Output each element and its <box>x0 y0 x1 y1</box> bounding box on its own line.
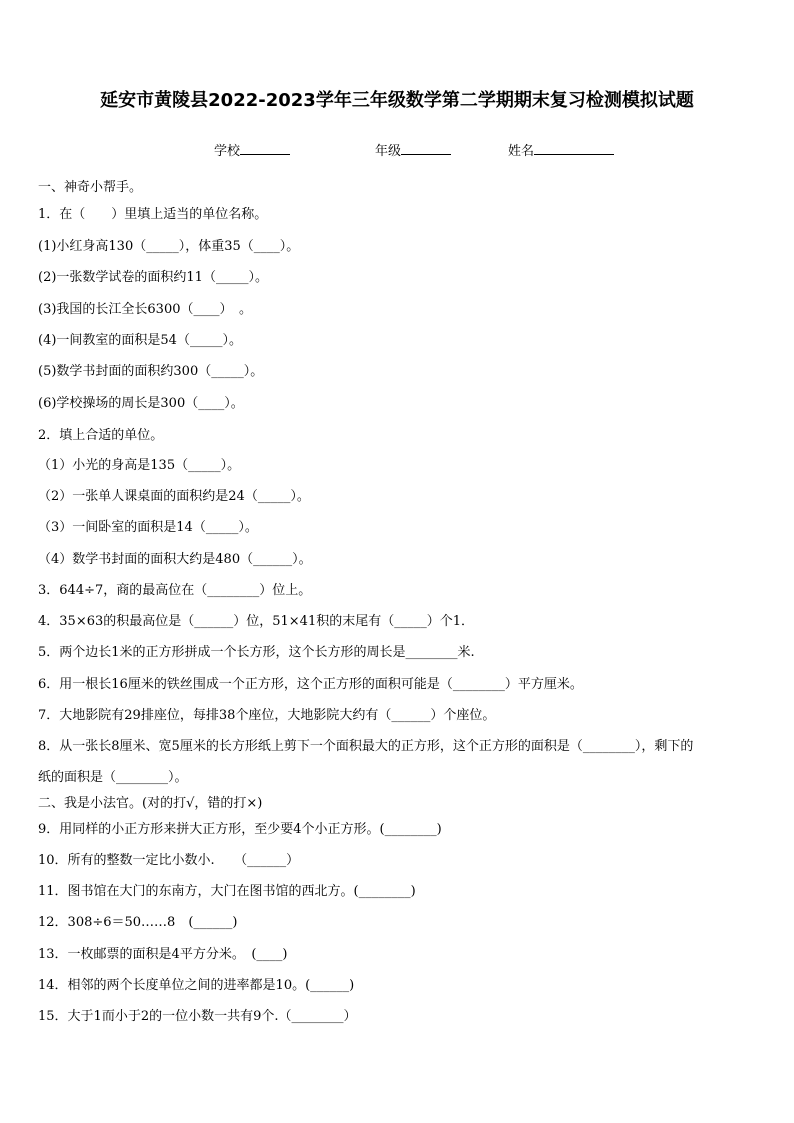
question-7: 7．大地影院有29排座位，每排38个座位，大地影院大约有（______）个座位。 <box>38 708 496 723</box>
question-1-part-1: (1)小红身高130（_____），体重35（____）。 <box>38 239 300 254</box>
question-1-part-3: (3)我国的长江全长6300（____） 。 <box>38 302 252 317</box>
school-field <box>214 140 290 159</box>
question-5: 5．两个边长1米的正方形拼成一个长方形，这个长方形的周长是________米. <box>38 645 475 660</box>
question-2-part-2: （2）一张单人课桌面的面积约是24（_____）。 <box>38 489 310 504</box>
question-1: 1．在（ ）里填上适当的单位名称。 <box>38 207 268 222</box>
question-11: 11．图书馆在大门的东南方，大门在图书馆的西北方。(________) <box>38 884 416 899</box>
question-1-part-4: (4)一间教室的面积是54（_____）。 <box>38 333 242 348</box>
question-2-part-3: （3）一间卧室的面积是14（_____）。 <box>38 520 258 535</box>
question-14: 14．相邻的两个长度单位之间的进率都是10。(______) <box>38 978 355 993</box>
question-1-part-6: (6)学校操场的周长是300（____）。 <box>38 396 244 411</box>
grade-blank <box>401 142 451 155</box>
question-2-part-1: （1）小光的身高是135（_____）。 <box>38 458 241 473</box>
question-1-part-5: (5)数学书封面的面积约300（_____）。 <box>38 364 264 379</box>
question-2: 2．填上合适的单位。 <box>38 428 164 443</box>
question-8-line-1: 8．从一张长8厘米、宽5厘米的长方形纸上剪下一个面积最大的正方形，这个正方形的面积是（________），剩下的 <box>38 739 694 754</box>
question-8-line-2: 纸的面积是（________）。 <box>38 770 188 785</box>
question-1-part-2: (2)一张数学试卷的面积约11（_____）。 <box>38 270 268 285</box>
section-2-heading: 二、我是小法官。(对的打√，错的打×) <box>38 796 263 811</box>
question-10: 10．所有的整数一定比小数小. （______） <box>38 853 300 868</box>
question-15: 15．大于1而小于2的一位小数一共有9个.（________） <box>38 1009 357 1024</box>
question-13: 13．一枚邮票的面积是4平方分米。 (____) <box>38 947 288 962</box>
school-blank <box>240 142 290 155</box>
section-1-heading: 一、神奇小帮手。 <box>38 180 143 195</box>
question-12: 12．308÷6＝50……8 (______) <box>38 915 238 930</box>
name-blank <box>534 142 614 155</box>
school-label: 学校 <box>214 144 241 159</box>
question-6: 6．用一根长16厘米的铁丝围成一个正方形，这个正方形的面积可能是（________）平方厘米。 <box>38 677 583 692</box>
question-9: 9．用同样的小正方形来拼大正方形，至少要4个小正方形。(________) <box>38 822 442 837</box>
exam-title: 延安市黄陵县2022-2023学年三年级数学第二学期期末复习检测模拟试题 <box>100 90 694 111</box>
name-field <box>508 140 614 159</box>
grade-field <box>375 140 451 159</box>
question-4: 4．35×63的积最高位是（______）位，51×41积的末尾有（_____）个1． <box>38 614 474 629</box>
grade-label: 年级 <box>375 144 402 159</box>
question-3: 3．644÷7，商的最高位在（________）位上。 <box>38 583 312 598</box>
name-label: 姓名 <box>508 144 535 159</box>
question-2-part-4: （4）数学书封面的面积大约是480（______）。 <box>38 552 312 567</box>
